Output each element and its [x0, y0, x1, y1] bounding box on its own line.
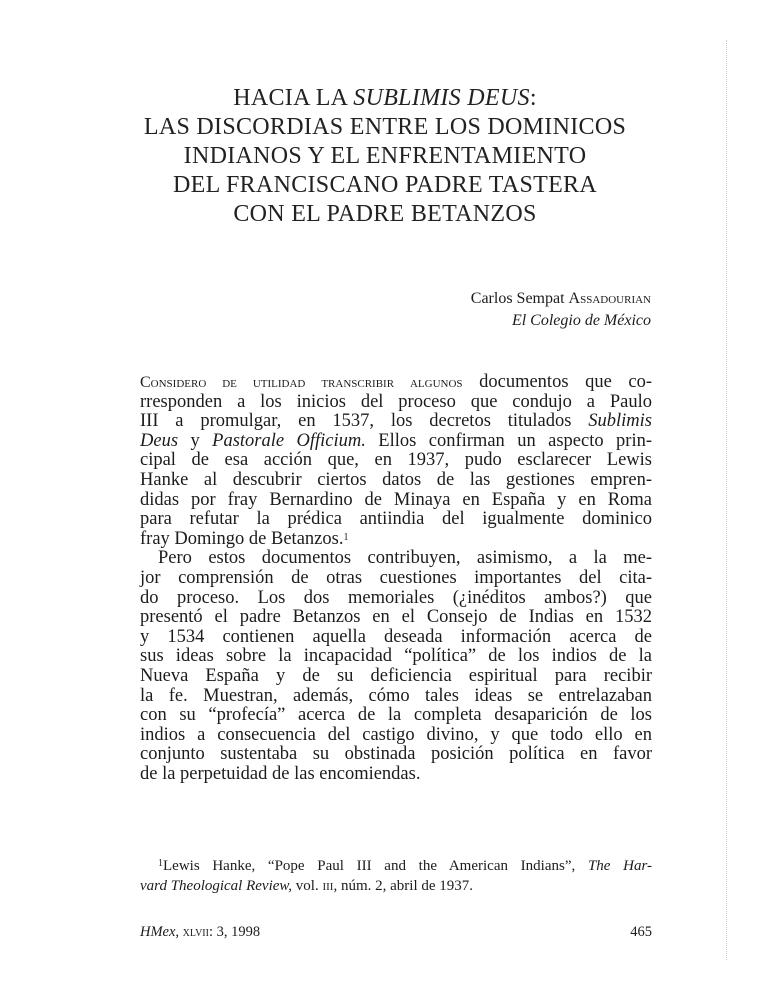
footnote-marker: 1: [158, 858, 163, 869]
text-span: CON EL PADRE BETANZOS: [233, 201, 537, 227]
text-span: rresponden a los inicios del proceso que condujo a Paulo: [140, 391, 652, 412]
text-line: [140, 432, 652, 452]
text-line: [0, 84, 768, 113]
text-line: [0, 142, 768, 171]
text-span: para refutar la prédica antiindia del igualmente dominico: [140, 509, 652, 530]
author-block: [471, 288, 651, 332]
text-span: y 1534 contienen aquella deseada información acerca de: [140, 626, 652, 647]
text-line: [140, 687, 652, 707]
text-line: [0, 113, 768, 142]
text-line: [140, 765, 652, 785]
text-span: LAS DISCORDIAS ENTRE LOS DOMINICOS: [143, 114, 627, 140]
text-line: [140, 373, 652, 393]
text-span: Sublimis: [588, 411, 652, 432]
footnote-marker: 1: [343, 531, 349, 543]
text-span: III a promulgar, en 1537, los decretos titulados: [140, 411, 589, 432]
author-affiliation: El Colegio de México: [511, 312, 651, 329]
text-span: Lewis Hanke, “Pope Paul III and the American Indians”,: [163, 858, 588, 874]
text-line: [140, 491, 652, 511]
text-span: la fe. Muestran, además, cómo tales ideas se entrelazaban: [140, 685, 652, 706]
text-span: fray Domingo de Betanzos.: [140, 528, 344, 549]
text-line: [140, 393, 652, 413]
text-span: cipal de esa acción que, en 1937, pudo esclarecer Lewis: [140, 450, 652, 471]
author-name: [471, 288, 651, 310]
text-span: iii: [322, 878, 334, 894]
text-line: [140, 647, 652, 667]
text-span: Hanke al descubrir ciertos datos de las gestiones empren-: [140, 469, 652, 490]
text-line: [140, 412, 652, 432]
text-line: [140, 745, 652, 765]
journal-citation: [140, 924, 260, 941]
text-line: [140, 856, 652, 876]
text-span: de la perpetuidad de las encomiendas.: [140, 763, 421, 784]
text-line: [140, 549, 652, 569]
text-span: vol.: [292, 878, 323, 894]
text-span: :: [529, 85, 537, 111]
text-span: conjunto sustentaba su obstinada posición política en favor: [140, 744, 652, 765]
text-span: , núm. 2, abril de 1937.: [333, 878, 474, 894]
text-line: [0, 200, 768, 229]
text-line: [140, 451, 652, 471]
article-title: [0, 84, 768, 229]
text-line: [140, 726, 652, 746]
text-line: [140, 876, 652, 896]
text-span: Considero de utilidad transcribir algunos: [140, 374, 463, 391]
text-span: didas por fray Bernardino de Minaya en España y en Roma: [140, 489, 652, 510]
text-line: [140, 569, 652, 589]
footnote: [140, 856, 652, 896]
text-span: Deus: [140, 430, 179, 451]
text-span: con su “profecía” acerca de la completa desaparición de los: [140, 705, 652, 726]
journal-name: HMex,: [140, 924, 180, 940]
text-span: Nueva España y de su deficiencia espiritual para recibir: [140, 665, 652, 686]
text-span: sus ideas sobre la incapacidad “política” de los indios de la: [140, 646, 652, 667]
text-span: Ellos confirman un aspecto prin-: [365, 430, 652, 451]
journal-volume: xlvii: 3, 1998: [179, 924, 261, 940]
text-span: Pero estos documentos contribuyen, asimismo, a la me-: [158, 548, 652, 569]
text-span: INDIANOS Y EL ENFRENTAMIENTO: [183, 143, 587, 169]
page-number: 465: [630, 924, 652, 940]
text-line: [140, 628, 652, 648]
page-footer: [140, 924, 652, 941]
text-span: SUBLIMIS DEUS: [353, 85, 530, 111]
text-line: [140, 706, 652, 726]
text-span: DEL FRANCISCANO PADRE TASTERA: [173, 172, 597, 198]
text-line: [140, 530, 652, 550]
text-span: presentó el padre Betanzos en el Consejo de Indias en 1532: [140, 607, 652, 628]
text-span: indios a consecuencia del castigo divino, y que todo ello en: [140, 724, 652, 745]
author-surname: Assadourian: [568, 290, 651, 307]
text-line: [140, 608, 652, 628]
text-span: vard Theological Review,: [140, 878, 293, 894]
text-line: [140, 667, 652, 687]
text-span: Pastorale Officium.: [212, 430, 366, 451]
text-line: [140, 589, 652, 609]
text-span: y: [178, 430, 213, 451]
text-line: [0, 171, 768, 200]
text-span: HACIA LA: [233, 85, 354, 111]
body-text: [140, 373, 652, 784]
text-span: do proceso. Los dos memoriales (¿inéditos ambos?) que: [140, 587, 652, 608]
text-span: jor comprensión de otras cuestiones importantes del cita-: [140, 567, 652, 588]
author-given-name: Carlos Sempat: [470, 290, 569, 307]
text-span: documentos que co-: [462, 372, 652, 392]
text-line: [140, 471, 652, 491]
text-span: The Har-: [587, 858, 652, 874]
text-line: [140, 510, 652, 530]
